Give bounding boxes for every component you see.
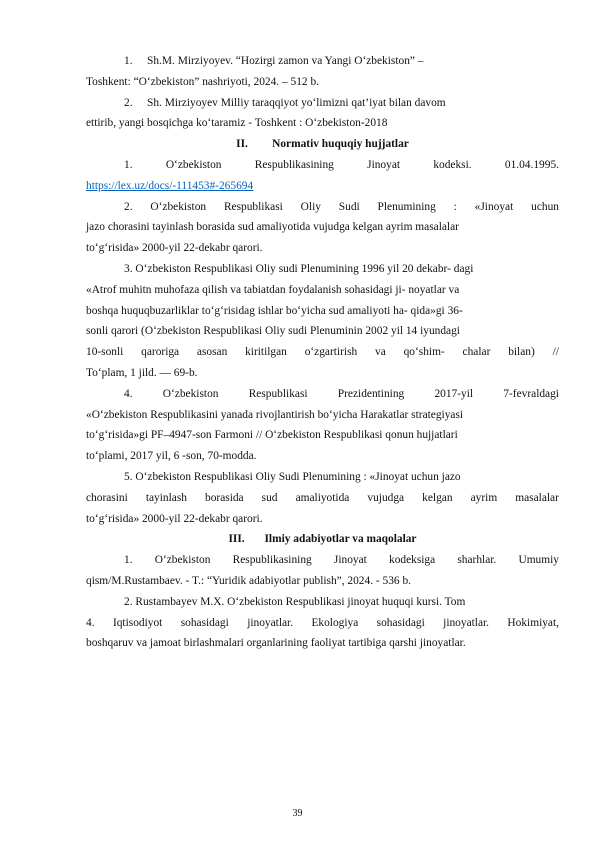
page-number: 39 bbox=[292, 808, 303, 819]
justified-word: Hokimiyat, bbox=[507, 616, 559, 629]
ref-item-1-line2: Toshkent: “O‘zbekiston” nashriyoti, 2024. – 512 b. bbox=[86, 75, 319, 88]
justified-word: O‘zbekiston bbox=[162, 387, 219, 400]
law-item-2-line1 bbox=[86, 197, 559, 218]
justified-word: O‘zbekiston bbox=[150, 200, 207, 213]
section-heading-3 bbox=[86, 529, 559, 550]
law-item-4-line1 bbox=[86, 384, 559, 405]
justified-word: 4. bbox=[124, 387, 133, 400]
justified-word: Iqtisodiyot bbox=[112, 616, 163, 629]
justified-word: Ekologiya bbox=[311, 616, 359, 629]
lit-item-2-line3: boshqaruv va jamoat birlashmalari organlarining faoliyat tartibiga qarshi jinoyatlar. bbox=[86, 637, 466, 650]
justified-word: qo‘shim- bbox=[403, 346, 445, 359]
justified-word: qaroriga bbox=[141, 346, 180, 359]
justified-word: va bbox=[375, 346, 386, 359]
justified-word: 10-sonli bbox=[86, 346, 124, 359]
law-item-2-line3: to‘g‘risida» 2000-yil 22-dekabr qarori. bbox=[86, 242, 263, 255]
section-title: Ilmiy adabiyotlar va maqolalar bbox=[264, 533, 417, 546]
justified-word: Oliy bbox=[300, 200, 321, 213]
document-body bbox=[86, 51, 559, 654]
justified-word: 2. bbox=[124, 200, 133, 213]
justified-word: kodeksi. bbox=[433, 158, 472, 171]
justified-word: masalalar bbox=[515, 491, 559, 504]
law-item-3-line6: To‘plam, 1 jild. — 69-b. bbox=[86, 366, 198, 379]
justified-word: bilan) bbox=[508, 346, 535, 359]
justified-word: jinoyatlar. bbox=[247, 616, 294, 629]
section-roman: II. bbox=[236, 138, 248, 151]
law-item-4-line2: «O‘zbekiston Respublikasini yanada rivojlantirish bo‘yicha Harakatlar strategiyasi bbox=[86, 408, 464, 421]
law-item-1-line1 bbox=[86, 155, 559, 176]
justified-word: Jinoyat bbox=[333, 554, 367, 567]
justified-word: «Jinoyat bbox=[474, 200, 514, 213]
ref-text: Sh.M. Mirziyoyev. “Hozirgi zamon va Yangi O‘zbekiston” – bbox=[147, 55, 424, 67]
law-item-3-line2: «Atrof muhitn muhofaza qilish va tabiatdan foydalanish sohasidagi ji- noyatlar va bbox=[86, 283, 460, 296]
justified-word: Prezidentining bbox=[337, 387, 405, 400]
justified-word: Plenumining bbox=[377, 200, 436, 213]
justified-word: O‘zbekiston bbox=[165, 158, 222, 171]
justified-word: ayrim bbox=[470, 491, 498, 504]
justified-word: // bbox=[552, 346, 559, 359]
justified-word: asosan bbox=[196, 346, 228, 359]
law-item-3-line4: sonli qarori (O‘zbekiston Respublikasi Oliy sudi Plenuminin 2002 yil 14 iyundagi bbox=[86, 325, 460, 338]
justified-word: sharhlar. bbox=[457, 554, 497, 567]
justified-word: amaliyotida bbox=[295, 491, 350, 504]
justified-word: tayinlash bbox=[145, 491, 187, 504]
justified-word: Sudi bbox=[338, 200, 360, 213]
ref-item-1-line1 bbox=[86, 51, 559, 72]
justified-word: sohasidagi bbox=[180, 616, 229, 629]
justified-word: uchun bbox=[531, 200, 559, 213]
justified-word: 1. bbox=[124, 554, 133, 567]
law-item-3-line5 bbox=[86, 342, 559, 363]
justified-word: jinoyatlar. bbox=[443, 616, 490, 629]
justified-word: Respublikasining bbox=[232, 554, 312, 567]
lex-uz-link[interactable]: https://lex.uz/docs/-111453#-265694 bbox=[86, 179, 254, 192]
ref-number: 2. bbox=[124, 96, 133, 109]
justified-word: Umumiy bbox=[518, 554, 559, 567]
justified-word: kelgan bbox=[422, 491, 453, 504]
law-item-4-line4: to‘plami, 2017 yil, 6 -son, 70-modda. bbox=[86, 450, 257, 463]
lit-item-2-line2 bbox=[86, 613, 559, 634]
law-item-3-line3: boshqa huquqbuzarliklar to‘g‘risidag ishlar bo‘yicha sud amaliyoti ha- qida»gi 36- bbox=[86, 304, 463, 317]
ref-text: Sh. Mirziyoyev Milliy taraqqiyot yo‘limizni qat’iyat bilan davom bbox=[147, 96, 446, 109]
justified-word: 7-fevraldagi bbox=[503, 387, 559, 400]
justified-word: o‘zgartirish bbox=[304, 346, 358, 359]
justified-word: Respublikasi bbox=[223, 200, 283, 213]
justified-word: sud bbox=[261, 491, 278, 504]
justified-word: 2017-yil bbox=[434, 387, 474, 400]
law-item-2-line2: jazo chorasini tayinlash borasida sud amaliyotida vujudga kelgan ayrim masalalar bbox=[86, 221, 459, 234]
justified-word: Respublikasining bbox=[254, 158, 334, 171]
justified-word: chalar bbox=[462, 346, 491, 359]
justified-word: sohasidagi bbox=[376, 616, 425, 629]
lit-item-1-line2: qism/M.Rustambaev. - T.: “Yuridik adabiyotlar publish”, 2024. - 536 b. bbox=[86, 574, 412, 587]
justified-word: borasida bbox=[205, 491, 244, 504]
justified-word: O‘zbekiston bbox=[154, 554, 211, 567]
section-roman: III. bbox=[228, 533, 245, 546]
justified-word: 01.04.1995. bbox=[504, 158, 559, 171]
ref-number: 1. bbox=[124, 55, 133, 67]
justified-word: chorasini bbox=[86, 491, 128, 504]
justified-word: kodeksiga bbox=[389, 554, 436, 567]
law-item-5-line2 bbox=[86, 488, 559, 509]
law-item-3-line1: 3. O‘zbekiston Respublikasi Oliy sudi Plenumining 1996 yil 20 dekabr- dagi bbox=[124, 262, 474, 275]
law-item-5-line3: to‘g‘risida» 2000-yil 22-dekabr qarori. bbox=[86, 512, 263, 525]
justified-word: Respublikasi bbox=[248, 387, 308, 400]
section-heading-2 bbox=[86, 134, 559, 155]
ref-item-2-line2: ettirib, yangi bosqichga ko‘taramiz - Toshkent : O‘zbekiston-2018 bbox=[86, 117, 388, 130]
law-item-5-line1: 5. O‘zbekiston Respublikasi Oliy Sudi Plenumining : «Jinoyat uchun jazo bbox=[124, 470, 461, 483]
law-item-4-line3: to‘g‘risida»gi PF–4947-son Farmoni // O‘zbekiston Respublikasi qonun hujjatlari bbox=[86, 429, 458, 442]
lit-item-2-line1: 2. Rustambayev M.X. O‘zbekiston Respublikasi jinoyat huquqi kursi. Tom bbox=[124, 595, 466, 608]
justified-word: 1. bbox=[124, 158, 133, 171]
justified-word: Jinoyat bbox=[367, 158, 401, 171]
section-title: Normativ huquqiy hujjatlar bbox=[272, 138, 409, 151]
justified-word: : bbox=[453, 200, 457, 213]
law-item-1-link-line bbox=[86, 176, 559, 197]
justified-word: kiritilgan bbox=[245, 346, 287, 359]
ref-item-2-line1 bbox=[86, 93, 559, 114]
justified-word: 4. bbox=[86, 616, 95, 629]
justified-word: vujudga bbox=[367, 491, 405, 504]
lit-item-1-line1 bbox=[86, 550, 559, 571]
